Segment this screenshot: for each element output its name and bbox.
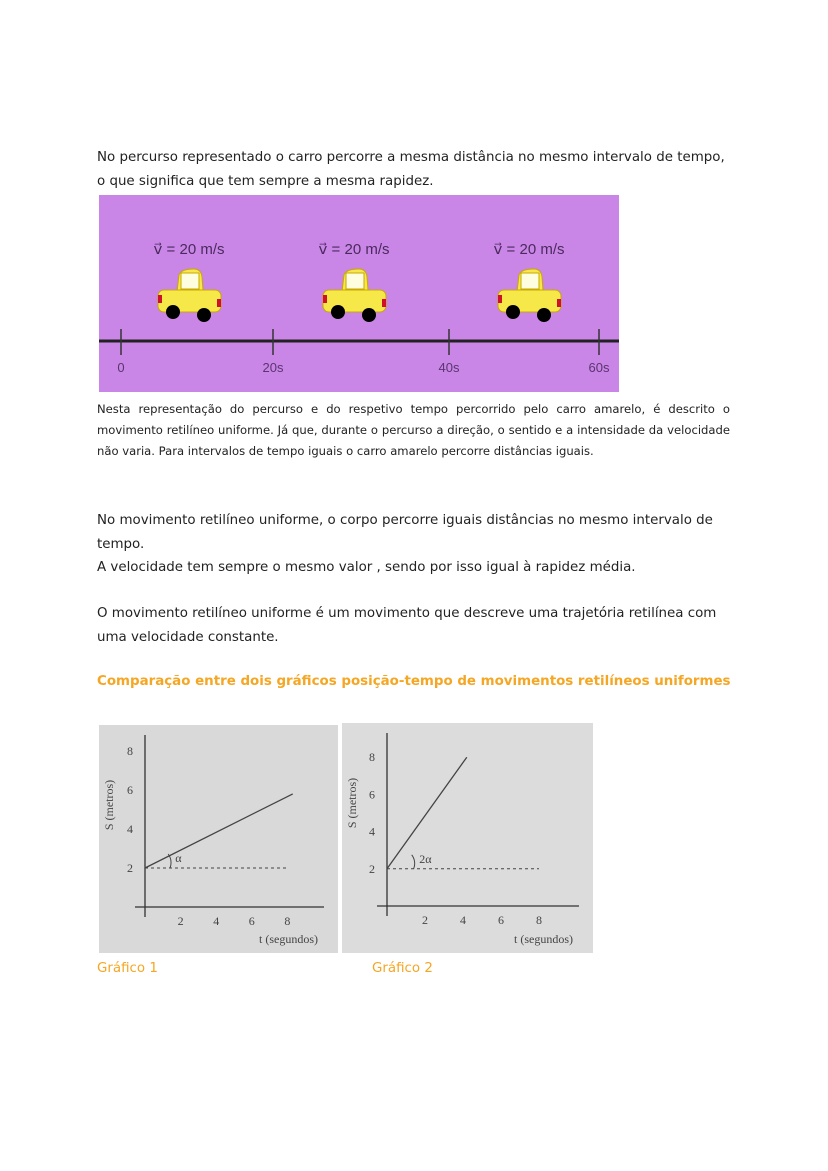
paragraph-3: O movimento retilíneo uniforme é um movimento que descreve uma trajetória retilínea com uma velocidade constante. (97, 606, 717, 645)
graph-photo-background (342, 723, 593, 953)
velocity-label: v⃗ = 20 m/s (153, 241, 225, 258)
y-axis-label: S (metros) (102, 779, 116, 831)
x-tick-label: 4 (460, 913, 466, 927)
intro-text: No percurso representado o carro percorre a mesma distância no mesmo intervalo de tempo, o que significa que tem sempre a mesma rapidez. (97, 150, 725, 189)
graph-2-label: Gráfico 2 (372, 961, 433, 976)
x-axis-label: t (segundos) (259, 932, 318, 946)
velocity-label: v⃗ = 20 m/s (318, 241, 390, 258)
y-tick-label: 2 (127, 861, 133, 875)
time-tick-label: 0 (117, 360, 125, 375)
y-tick-label: 6 (369, 787, 375, 802)
graph-1 (99, 725, 338, 953)
y-tick-label: 4 (127, 822, 133, 836)
x-tick-label: 6 (498, 913, 504, 927)
graph-1-label: Gráfico 1 (97, 961, 158, 976)
angle-label: α (175, 851, 182, 865)
paragraph-1: No movimento retilíneo uniforme, o corpo percorre iguais distâncias no mesmo intervalo de tempo. (97, 513, 713, 552)
paragraph-2: A velocidade tem sempre o mesmo valor , sendo por isso igual à rapidez média. (97, 560, 636, 575)
velocity-label: v⃗ = 20 m/s (493, 241, 565, 258)
y-tick-label: 4 (369, 824, 375, 839)
y-tick-label: 8 (369, 750, 375, 765)
x-tick-label: 8 (284, 914, 291, 928)
graph-2 (342, 723, 593, 953)
x-tick-label: 2 (422, 913, 428, 927)
x-tick-label: 2 (177, 914, 184, 928)
y-tick-label: 2 (369, 861, 375, 876)
time-tick-label: 60s (588, 360, 610, 375)
y-tick-label: 8 (127, 744, 133, 758)
time-tick-label: 20s (262, 360, 284, 375)
section-heading: Comparação entre dois gráficos posição-tempo de movimentos retilíneos uniformes (97, 674, 731, 689)
uniform-motion-figure (99, 195, 619, 392)
y-tick-label: 6 (127, 783, 133, 797)
time-tick-label: 40s (438, 360, 460, 375)
x-tick-label: 4 (213, 914, 220, 928)
x-tick-label: 8 (536, 913, 542, 927)
x-tick-label: 6 (248, 914, 255, 928)
y-axis-label: S (metros) (345, 777, 359, 829)
angle-label: 2α (419, 851, 432, 866)
figure-caption: Nesta representação do percurso e do respetivo tempo percorrido pelo carro amarelo, é descrito o movimento retilíneo uniforme. Já que, durante o percurso a direção, o sentido e a intensidade da velocidade não varia. Para intervalos de tempo iguais o carro amarelo percorre distâncias iguais. (97, 402, 730, 458)
x-axis-label: t (segundos) (514, 932, 573, 946)
